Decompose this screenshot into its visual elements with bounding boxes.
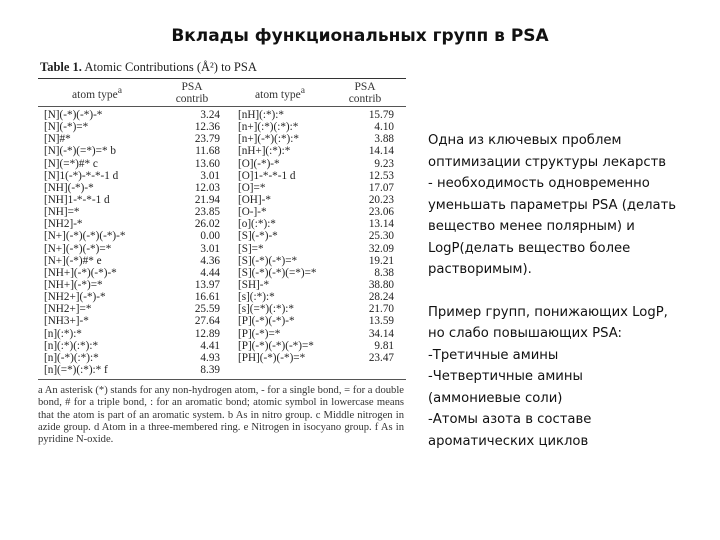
table-footnote: a An asterisk (*) stands for any non-hydrogen atom, - for a single bond, = for a double bond, # for a triple bond, : for an aromatic bond; atomic symbol in lowercase means that the atom is part of an aromatic system. b As in nitro group. c Middle nitrogen in azide group. d Atom in a three-membered ring. e Nitrogen in isocyano group. f As in pyridine N-oxide. <box>38 385 404 445</box>
table-row <box>38 340 412 352</box>
table-caption-label: Table 1. <box>40 60 82 74</box>
slide-title: Вклады функциональных групп в PSA <box>171 26 549 46</box>
right-psa-value: 32.09 <box>368 242 394 255</box>
table-caption-text: Atomic Contributions (Å²) to PSA <box>84 60 257 74</box>
right-atom-type: [P](-*)=* <box>238 327 281 340</box>
right-psa-value: 13.14 <box>368 218 394 231</box>
left-atom-type: [N+](-*)(-*)(-*)-* <box>44 230 126 243</box>
table-row <box>38 109 412 121</box>
table-row <box>38 158 412 170</box>
left-psa-value: 21.94 <box>194 193 220 206</box>
psa-table <box>38 58 412 518</box>
text-line: (аммониевые соли) <box>428 390 563 406</box>
left-atom-type: [N](-*)(-*)-* <box>44 109 103 121</box>
right-atom-type: [P](-*)(-*)-* <box>238 315 295 328</box>
right-atom-type: [SH]-* <box>238 278 270 291</box>
right-atom-type: [nH](:*):* <box>238 109 284 121</box>
text-line: -Атомы азота в составе <box>428 412 592 427</box>
table-row <box>38 243 412 255</box>
table-row <box>38 255 412 267</box>
text-line: ароматических циклов <box>428 433 589 449</box>
paragraph-group-examples <box>428 302 708 453</box>
right-atom-type: [S]=* <box>238 242 264 255</box>
table-row <box>38 315 412 327</box>
table-row <box>38 194 412 206</box>
table-row <box>38 364 412 376</box>
left-psa-value: 4.41 <box>200 339 220 352</box>
right-atom-type: [n+](-*)(:*):* <box>238 133 299 146</box>
left-psa-value: 16.61 <box>194 291 220 304</box>
text-line: уменьшать параметры PSA (делать <box>428 197 677 213</box>
right-atom-type: [PH](-*)(-*)=* <box>238 351 306 364</box>
left-atom-type: [N+](-*)(-*)=* <box>44 242 112 255</box>
left-psa-value: 12.03 <box>194 181 220 194</box>
right-atom-type: [OH]-* <box>238 193 271 206</box>
left-atom-type: [n](:*):* <box>44 327 82 340</box>
left-psa-value: 13.60 <box>194 157 220 170</box>
left-psa-value: 25.59 <box>194 303 220 316</box>
table-row <box>38 145 412 157</box>
right-atom-type: [P](-*)(-*)(-*)=* <box>238 339 314 352</box>
right-atom-type: [O-]-* <box>238 206 267 219</box>
right-atom-type: [O]=* <box>238 181 266 194</box>
right-psa-value: 23.47 <box>368 351 394 364</box>
left-psa-value: 12.36 <box>194 121 220 134</box>
table-body <box>38 109 412 376</box>
table-row <box>38 206 412 218</box>
right-psa-value: 15.79 <box>368 109 394 121</box>
left-atom-type: [N]1(-*)-*-*-1 d <box>44 169 119 182</box>
right-atom-type: [nH+](:*):* <box>238 145 291 158</box>
left-psa-value: 3.01 <box>200 242 220 255</box>
right-psa-value: 9.23 <box>374 157 394 170</box>
left-psa-value: 13.97 <box>194 278 220 291</box>
right-psa-value <box>336 364 394 376</box>
left-psa-value: 12.89 <box>194 327 220 340</box>
left-atom-type: [NH3+]-* <box>44 315 89 328</box>
text-line: Одна из ключевых проблем <box>428 133 622 148</box>
table-row <box>38 303 412 315</box>
table-row <box>38 133 412 145</box>
right-psa-value: 25.30 <box>368 230 394 243</box>
table-header-rule <box>38 106 406 107</box>
left-atom-type: [NH2]-* <box>44 218 83 231</box>
left-psa-value: 4.44 <box>200 266 220 279</box>
table-row <box>38 291 412 303</box>
left-atom-type: [NH+](-*)(-*)-* <box>44 266 117 279</box>
right-atom-type: [s](:*):* <box>238 291 275 304</box>
left-atom-type: [N+](-*)#* e <box>44 254 102 267</box>
header-psa-left: PSA contrib <box>175 80 209 105</box>
table-bottom-rule <box>38 379 406 380</box>
left-psa-value: 3.01 <box>200 169 220 182</box>
right-atom-type: [O]1-*-*-1 d <box>238 169 296 182</box>
left-atom-type: [N](-*)(=*)=* b <box>44 145 116 158</box>
table-row <box>38 218 412 230</box>
text-line: -Третичные амины <box>428 347 559 363</box>
paragraph-psa-logp-problem <box>428 130 708 281</box>
table-row <box>38 328 412 340</box>
right-psa-value: 14.14 <box>368 145 394 158</box>
right-psa-value: 34.14 <box>368 327 394 340</box>
left-atom-type: [N]#* <box>44 133 71 146</box>
right-psa-value: 23.06 <box>368 206 394 219</box>
table-row <box>38 267 412 279</box>
right-psa-value: 38.80 <box>368 278 394 291</box>
right-atom-type: [S](-*)(-*)=* <box>238 254 298 267</box>
left-atom-type: [NH](-*)-* <box>44 181 94 194</box>
left-psa-value: 27.64 <box>194 315 220 328</box>
table-row <box>38 230 412 242</box>
table-row <box>38 170 412 182</box>
text-line: но слабо повышающих PSA: <box>428 326 622 341</box>
left-psa-value: 3.24 <box>200 109 220 121</box>
right-atom-type: [S](-*)(-*)(=*)=* <box>238 266 317 279</box>
right-psa-value: 28.24 <box>368 291 394 304</box>
left-atom-type: [n](=*)(:*):* f <box>44 363 108 376</box>
left-psa-value: 23.85 <box>194 206 220 219</box>
text-line: -Четвертичные амины <box>428 369 583 384</box>
left-atom-type: [n](:*)(:*):* <box>44 339 99 352</box>
table-header <box>38 79 412 106</box>
right-psa-value: 13.59 <box>368 315 394 328</box>
left-psa-value: 4.36 <box>200 254 220 267</box>
left-psa-value: 0.00 <box>200 230 220 243</box>
right-atom-type: [o](:*):* <box>238 218 276 231</box>
right-psa-value: 21.70 <box>368 303 394 316</box>
text-line: - необходимость одновременно <box>428 176 650 191</box>
left-atom-type: [NH]1-*-*-1 d <box>44 193 110 206</box>
table-row <box>38 279 412 291</box>
text-line: Пример групп, понижающих LogP, <box>428 304 668 320</box>
left-atom-type: [NH2+](-*)-* <box>44 291 106 304</box>
right-psa-value: 3.88 <box>374 133 394 146</box>
text-line: растворимым). <box>428 262 532 277</box>
left-atom-type: [n](-*)(:*):* <box>44 351 99 364</box>
header-psa-right: PSA contrib <box>348 80 382 105</box>
left-psa-value: 4.93 <box>200 351 220 364</box>
table-row <box>38 121 412 133</box>
right-psa-value: 19.21 <box>368 254 394 267</box>
left-atom-type: [NH2+]=* <box>44 303 92 316</box>
right-atom-type: [S](-*)-* <box>238 230 278 243</box>
right-psa-value: 9.81 <box>374 339 394 352</box>
right-psa-value: 12.53 <box>368 169 394 182</box>
header-atom-type-left: atom type$^a$ <box>72 84 122 101</box>
left-atom-type: [N](=*)#* c <box>44 157 98 170</box>
left-psa-value: 23.79 <box>194 133 220 146</box>
text-line: LogP(делать вещество более <box>428 240 631 256</box>
right-psa-value: 17.07 <box>368 181 394 194</box>
right-atom-type <box>234 364 336 376</box>
table-row <box>38 352 412 364</box>
text-line: вещество менее полярным) и <box>428 219 635 234</box>
right-psa-value: 8.38 <box>374 266 394 279</box>
left-atom-type: [NH]=* <box>44 206 80 219</box>
table-row <box>38 182 412 194</box>
right-atom-type: [s](=*)(:*):* <box>238 303 295 316</box>
left-atom-type: [NH+](-*)=* <box>44 278 103 291</box>
right-atom-type: [O](-*)-* <box>238 157 280 170</box>
right-psa-value: 4.10 <box>374 121 394 134</box>
left-psa-value: 11.68 <box>195 145 220 158</box>
left-psa-value: 8.39 <box>200 363 220 376</box>
table-caption <box>40 60 412 75</box>
left-atom-type: [N](-*)=* <box>44 121 89 134</box>
right-atom-type: [n+](:*)(:*):* <box>238 121 299 134</box>
description-text <box>428 130 708 452</box>
left-psa-value: 26.02 <box>194 218 220 231</box>
header-atom-type-right: atom type$^a$ <box>255 84 305 101</box>
text-line: оптимизации структуры лекарств <box>428 154 667 170</box>
right-psa-value: 20.23 <box>368 193 394 206</box>
